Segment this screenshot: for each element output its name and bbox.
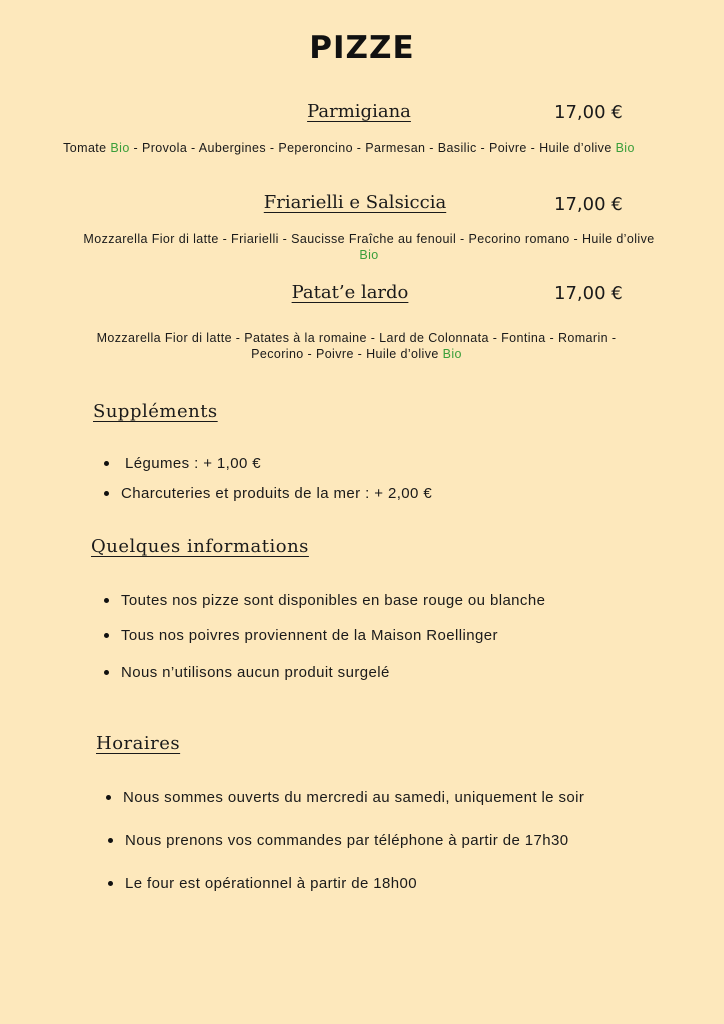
page-title: PIZZE (309, 30, 415, 66)
pizza-price: 17,00 € (554, 102, 623, 123)
list-item: Nous sommes ouverts du mercredi au samedi, uniquement le soir (106, 789, 584, 806)
ingredients-text: Mozzarella Fior di latte - Friarielli - Saucisse Fraîche au fenouil - Pecorino romano - Huile d’olive (83, 232, 655, 246)
list-item: Tous nos poivres proviennent de la Maison Roellinger (104, 627, 498, 644)
bullet-icon (108, 881, 113, 886)
bullet-icon (104, 633, 109, 638)
bio-label: Bio (615, 141, 635, 155)
bio-label: Bio (110, 141, 130, 155)
ingredients-text: Mozzarella Fior di latte - Patates à la romaine - Lard de Colonnata - Fontina - Romarin - Pecorino - Poivre - Huile d’olive (96, 331, 617, 361)
pizza-price: 17,00 € (554, 194, 623, 215)
horaires-heading: Horaires (96, 733, 181, 754)
pizza-description (74, 231, 664, 263)
supplements-heading: Suppléments (93, 401, 218, 422)
pizza-description (84, 330, 629, 362)
list-item: Nous n’utilisons aucun produit surgelé (104, 664, 390, 681)
ingredients-text: - Provola - Aubergines - Peperoncino - Parmesan - Basilic - Poivre - Huile d’olive (129, 141, 616, 155)
pizza-name: Patat’e lardo (291, 282, 409, 303)
bullet-icon (104, 491, 109, 496)
list-item: Légumes : + 1,00 € (104, 455, 261, 472)
infos-heading: Quelques informations (91, 536, 309, 557)
bullet-icon (104, 670, 109, 675)
bullet-icon (106, 795, 111, 800)
ingredients-text: Tomate (63, 141, 111, 155)
pizza-price: 17,00 € (554, 283, 623, 304)
bio-label: Bio (442, 347, 462, 361)
list-item: Charcuteries et produits de la mer : + 2,00 € (104, 485, 432, 502)
list-item: Le four est opérationnel à partir de 18h00 (108, 875, 417, 892)
bullet-icon (104, 461, 109, 466)
pizza-description (50, 140, 648, 156)
bullet-icon (104, 598, 109, 603)
bullet-icon (108, 838, 113, 843)
pizza-name: Friarielli e Salsiccia (263, 192, 447, 213)
list-item: Toutes nos pizze sont disponibles en base rouge ou blanche (104, 592, 545, 609)
list-item: Nous prenons vos commandes par téléphone à partir de 17h30 (108, 832, 568, 849)
bio-label: Bio (359, 248, 379, 262)
pizza-name: Parmigiana (307, 101, 411, 122)
